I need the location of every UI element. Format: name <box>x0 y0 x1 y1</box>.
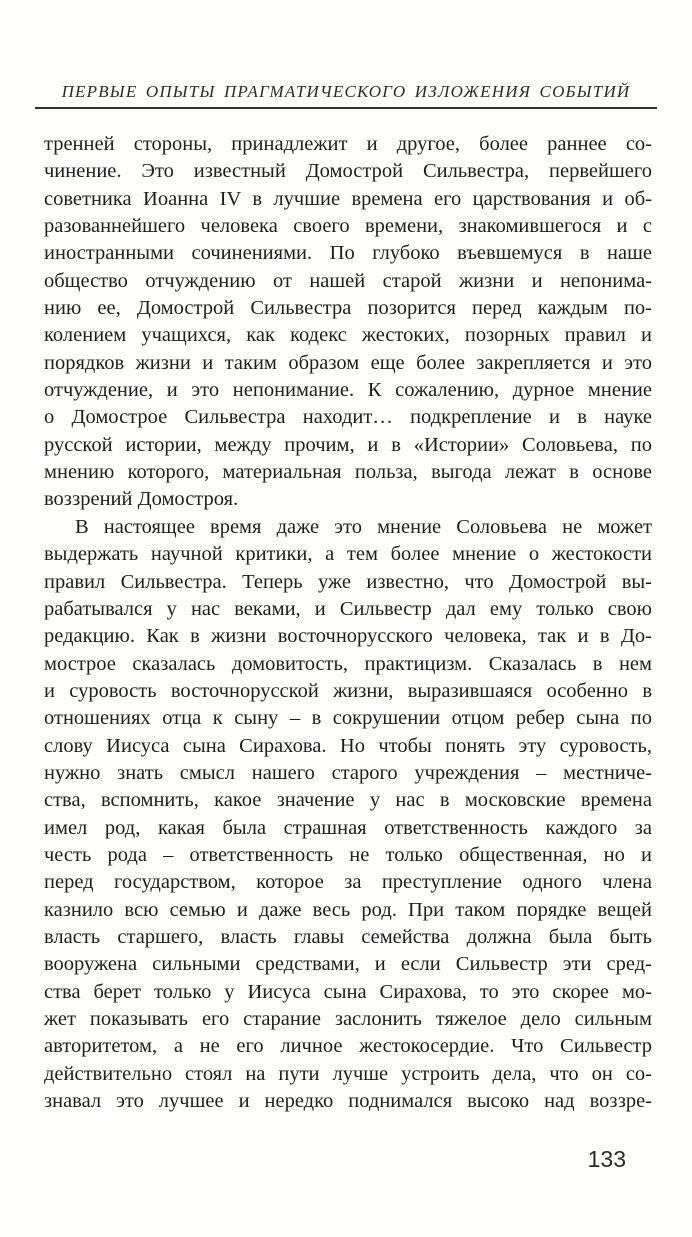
text-line: мострое сказалась домовитость, практицизм. Сказалась в нем <box>44 652 652 675</box>
body-text <box>44 131 652 1115</box>
text-line: иностранными сочинениями. По глубоко въевшемуся в наше <box>44 242 652 265</box>
text-line: вооружена сильными средствами, и если Сильвестр эти сред- <box>44 953 652 976</box>
text-line: порядков жизни и таким образом еще более закрепляется и это <box>44 351 652 374</box>
text-line: честь рода – ответственность не только общественная, но и <box>44 843 652 866</box>
text-line: разованнейшего человека своего времени, знакомившегося и с <box>44 215 652 238</box>
text-line: нужно знать смысл нашего старого учреждения – местниче- <box>44 761 652 784</box>
text-line: русской истории, между прочим, и в «Истории» Соловьева, по <box>44 433 652 456</box>
text-line: о Домострое Сильвестра находит… подкрепление и в науке <box>44 406 652 429</box>
text-line: рабатывался у нас веками, и Сильвестр дал ему только свою <box>44 597 652 620</box>
text-line: В настоящее время даже это мнение Соловьева не может <box>75 515 652 538</box>
text-line: знавал это лучшее и нередко поднимался высоко над воззре- <box>44 1090 652 1113</box>
text-line: власть старшего, власть главы семейства должна была быть <box>44 925 652 948</box>
text-line: казнило всю семью и даже весь род. При таком порядке вещей <box>44 898 652 921</box>
text-line: мнению которого, материальная польза, выгода лежат в основе <box>44 461 652 484</box>
text-line: правил Сильвестра. Теперь уже известно, что Домострой вы- <box>44 570 652 593</box>
running-head-title: ПЕРВЫЕ ОПЫТЫ ПРАГМАТИЧЕСКОГО ИЗЛОЖЕНИЯ СОБЫТИЙ <box>61 82 631 101</box>
paragraph <box>44 131 652 514</box>
paragraph <box>44 514 652 1116</box>
text-line: и суровость восточнорусской жизни, выразившаяся особенно в <box>44 679 652 702</box>
header-rule <box>35 107 657 109</box>
text-line: ства, вспомнить, какое значение у нас в московские времена <box>44 789 652 812</box>
text-line: отношениях отца к сыну – в сокрушении отцом ребер сына по <box>44 707 652 730</box>
text-line: тренней стороны, принадлежит и другое, более раннее со- <box>44 133 652 155</box>
text-line: редакцию. Как в жизни восточнорусского человека, так и в До- <box>44 625 652 648</box>
text-line: воззрений Домостроя. <box>44 488 239 511</box>
text-line: нию ее, Домострой Сильвестра позорится перед каждым по- <box>44 297 652 320</box>
text-line: чинение. Это известный Домострой Сильвестра, первейшего <box>44 160 652 183</box>
text-line: имел род, какая была страшная ответственность каждого за <box>44 816 652 839</box>
running-head <box>35 82 657 109</box>
text-line: общество отчуждению от нашей старой жизни и непонима- <box>44 269 652 292</box>
text-line: выдержать научной критики, а тем более мнение о жестокости <box>44 543 652 566</box>
page-number: 133 <box>587 1146 626 1172</box>
text-line: авторитетом, а не его личное жестокосердие. Что Сильвестр <box>44 1035 652 1058</box>
text-line: колением учащихся, как кодекс жестоких, позорных правил и <box>44 324 652 347</box>
text-line: перед государством, которое за преступление одного члена <box>44 871 652 894</box>
text-line: жет показывать его старание заслонить тяжелое дело сильным <box>44 1008 652 1030</box>
text-line: советника Иоанна IV в лучшие времена его царствования и об- <box>44 187 652 210</box>
text-line: слову Иисуса сына Сирахова. Но чтобы понять эту суровость, <box>44 734 652 757</box>
text-line: ства берет только у Иисуса сына Сирахова, то это скорее мо- <box>44 980 652 1003</box>
text-line: действительно стоял на пути лучше устроить дела, что он со- <box>44 1062 652 1085</box>
text-line: отчуждение, и это непонимание. К сожалению, дурное мнение <box>44 379 652 402</box>
